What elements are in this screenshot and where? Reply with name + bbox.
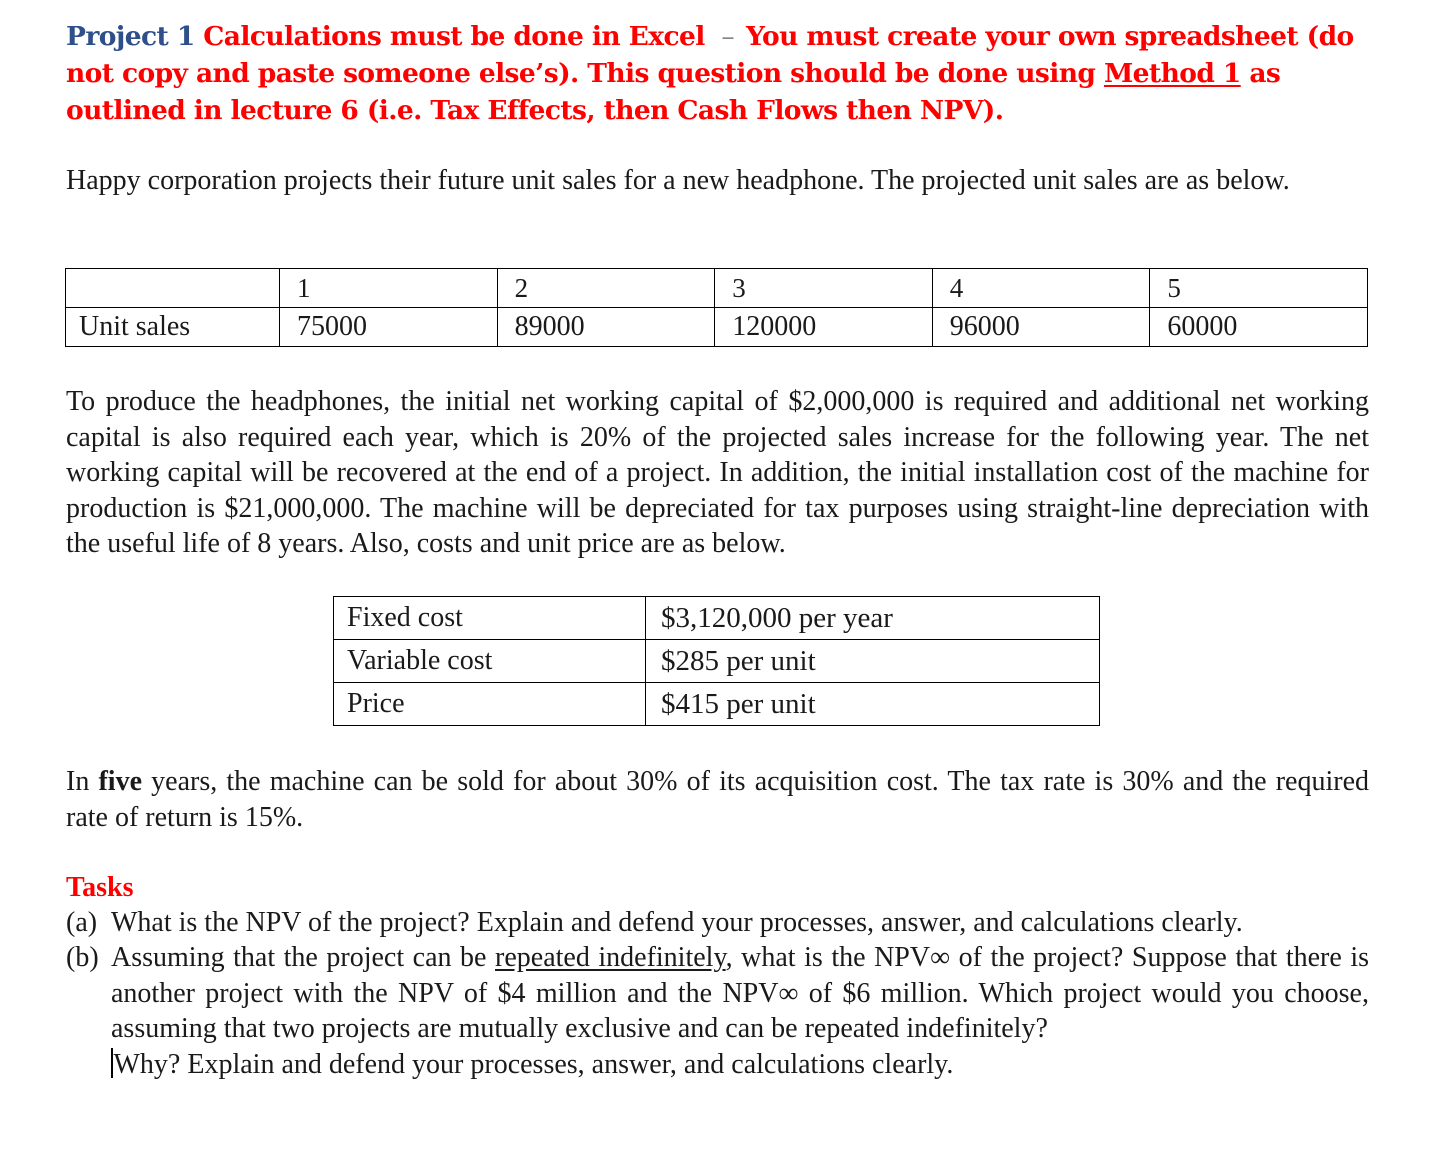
unit-sales-table [65,268,1368,347]
project-label: Project 1 [66,21,195,52]
header-method-link-text: Method 1 [1103,58,1241,89]
unit-sales-value: 89000 [497,308,715,347]
tasks-heading: Tasks [66,872,134,903]
header-excel-requirement: Calculations must be done in Excel [203,21,705,52]
task-b-body [111,940,1369,1082]
cost-label: Variable cost [334,640,646,683]
task-b [66,940,1369,1082]
cost-value: $285 per unit [646,640,1100,683]
task-b-post: Why? Explain and defend your processes, answer, and calculations clearly. [113,1048,954,1080]
text-cursor [111,1048,113,1078]
header-dash: – [721,21,735,52]
cost-row-fixed [334,597,1100,640]
cost-row-price [334,683,1100,726]
year-header-row [66,269,1368,308]
task-b-underlined: repeated indefinitely [495,942,726,973]
year-cell: 2 [497,269,715,308]
intro-paragraph: Happy corporation projects their future unit sales for a new headphone. The projected unit sales are as below. [66,165,1290,196]
machine-sale-paragraph [66,764,1369,835]
task-a-marker: (a) [66,907,98,938]
year-cell: 4 [932,269,1150,308]
cost-label: Price [334,683,646,726]
task-b-pre: Assuming that the project can be [111,942,487,973]
task-a-text: What is the NPV of the project? Explain and defend your processes, answer, and calculations clearly. [111,907,1243,938]
working-capital-paragraph: To produce the headphones, the initial net working capital of $2,000,000 is required and additional net working capital is also required each year, which is 20% of the projected sales increase for the following year. The net working capital will be recovered at the end of a project. In addition, the initial installation cost of the machine for production is $21,000,000. The machine will be depreciated for tax purposes using straight-line depreciation with the useful life of 8 years. Also, costs and unit price are as below. [66,386,1369,559]
cost-value: $415 per unit [646,683,1100,726]
task-b-marker: (b) [66,942,99,973]
task-a [66,905,1369,941]
unit-sales-value: 120000 [715,308,933,347]
sale-text-post: years, the machine can be sold for about 30% of its acquisition cost. The tax rate is 30% and the required rate of return is 15%. [66,766,1370,833]
unit-sales-value: 60000 [1150,308,1368,347]
cost-value: $3,120,000 per year [646,597,1100,640]
empty-header-cell [66,269,280,308]
cost-price-table [333,596,1100,726]
header-method-outline: as outlined in lecture 6 (i.e. Tax Effects, then Cash Flows then NPV). [66,58,1281,126]
unit-sales-row [66,308,1368,347]
sale-text-bold: five [98,766,142,797]
year-cell: 3 [715,269,933,308]
project-header [66,18,1376,129]
sale-text-pre: In [66,766,90,797]
year-cell: 5 [1150,269,1368,308]
task-b-mid: , what is the NPV∞ of the project? Suppose that there is another project with the NPV of $4 million and the NPV∞ of $6 million. Which project would you choose, assuming that two projects are mutually exclusive and can be repeated indefinitely? [111,942,1370,1044]
year-cell: 1 [280,269,498,308]
unit-sales-label: Unit sales [66,308,280,347]
cost-row-variable [334,640,1100,683]
unit-sales-value: 96000 [932,308,1150,347]
header-spreadsheet-requirement: You must create your own spreadsheet (do not copy and paste someone else’s). This question should be done using [66,21,1354,89]
unit-sales-value: 75000 [280,308,498,347]
cost-label: Fixed cost [334,597,646,640]
